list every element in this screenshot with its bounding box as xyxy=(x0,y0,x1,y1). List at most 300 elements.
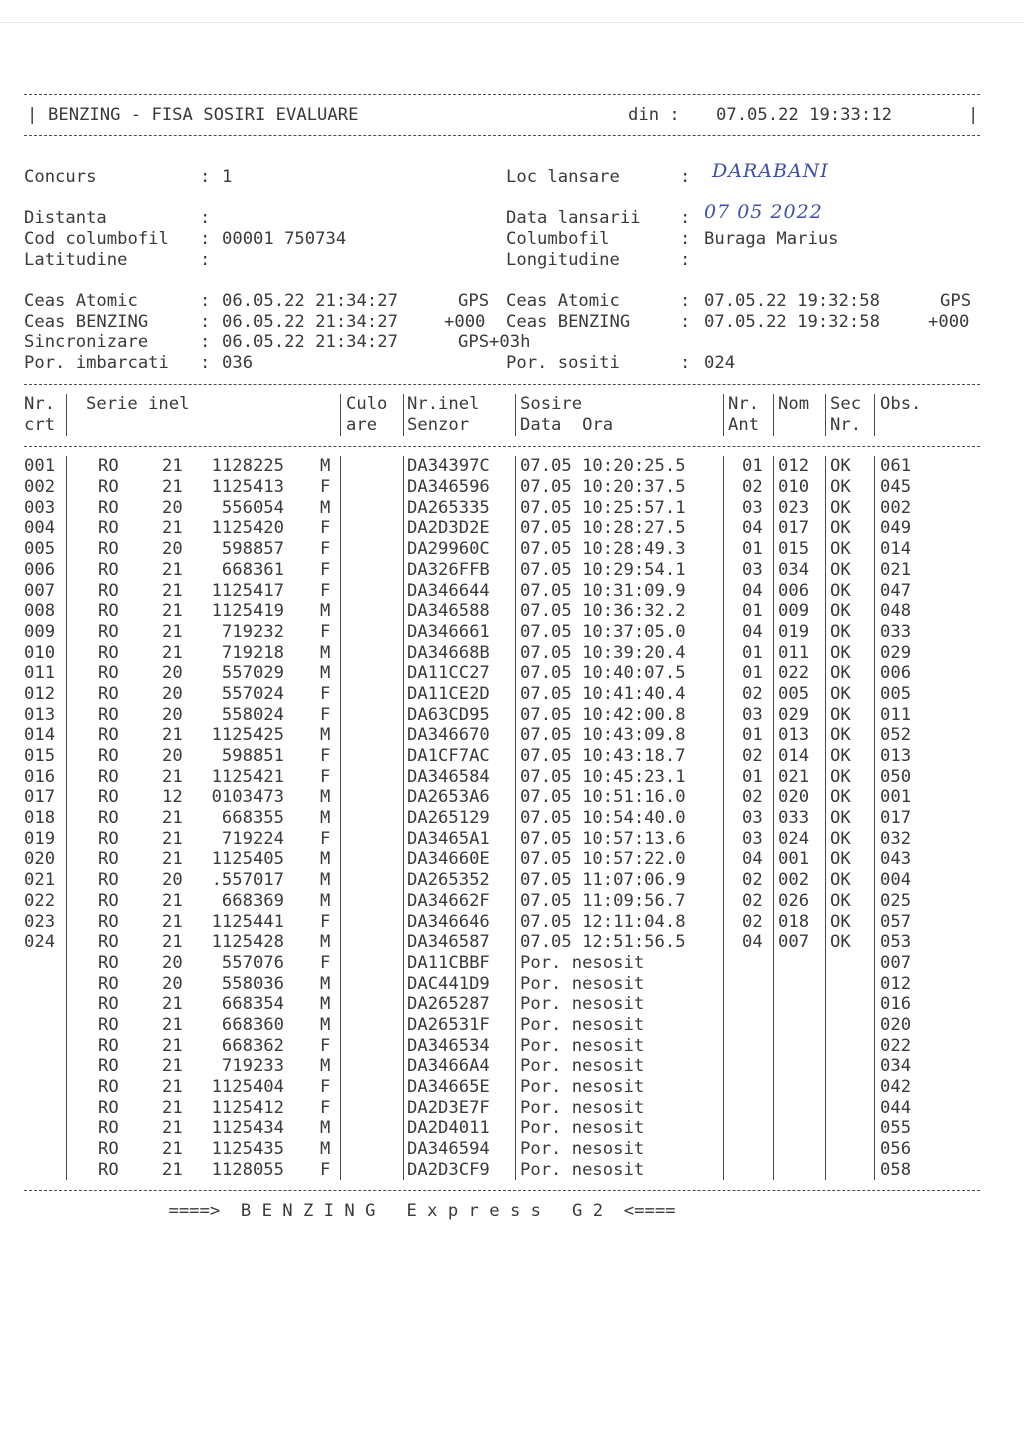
cell-sex: M xyxy=(320,849,331,870)
cell-ant: 01 xyxy=(742,601,763,622)
colon: : xyxy=(200,352,211,373)
cell-sex: M xyxy=(320,1139,331,1160)
table-row xyxy=(24,932,980,953)
table-row xyxy=(24,974,980,995)
cell-sosire: 07.05 10:28:49.3 xyxy=(520,539,686,560)
cell-obs: 047 xyxy=(880,580,912,601)
cell-nom: 021 xyxy=(778,766,810,787)
cell-tara: RO xyxy=(98,911,119,932)
cell-senzor: DA34668B xyxy=(407,642,490,663)
cell-obs: 057 xyxy=(880,911,912,932)
cell-nr: 019 xyxy=(24,828,56,849)
cell-inel: 1128225 xyxy=(211,456,284,477)
cell-nom: 011 xyxy=(778,642,810,663)
cell-obs: 005 xyxy=(880,683,912,704)
cell-ant: 02 xyxy=(742,911,763,932)
table-row xyxy=(24,456,980,477)
cell-inel: 556054 xyxy=(221,497,284,518)
cell-senzor: DA346534 xyxy=(407,1035,490,1056)
ceas-atomic-value: 06.05.22 21:34:27 xyxy=(222,290,398,311)
cell-an: 20 xyxy=(162,539,183,560)
cell-senzor: DA11CC27 xyxy=(407,663,490,684)
cell-senzor: DA3466A4 xyxy=(407,1056,490,1077)
columbofil-value: Buraga Marius xyxy=(704,228,839,249)
report-title: BENZING - FISA SOSIRI EVALUARE xyxy=(48,104,359,125)
cell-sex: F xyxy=(320,911,331,932)
colon: : xyxy=(200,249,211,270)
cell-tara: RO xyxy=(98,973,119,994)
cell-senzor: DA346661 xyxy=(407,621,490,642)
cell-tara: RO xyxy=(98,518,119,539)
table-row xyxy=(24,891,980,912)
cell-an: 21 xyxy=(162,1097,183,1118)
cell-tara: RO xyxy=(98,766,119,787)
cell-obs: 016 xyxy=(880,994,912,1015)
cell-nr: 001 xyxy=(24,456,56,477)
cell-sosire: 07.05 10:57:13.6 xyxy=(520,828,686,849)
cell-an: 21 xyxy=(162,477,183,498)
cell-sex: F xyxy=(320,518,331,539)
ceas-benzing-end-suffix: +000 xyxy=(928,311,970,332)
cell-an: 21 xyxy=(162,725,183,746)
cell-sex: M xyxy=(320,601,331,622)
table-row xyxy=(24,477,980,498)
table-row xyxy=(24,746,980,767)
cell-senzor: DA265352 xyxy=(407,870,490,891)
cell-sex: M xyxy=(320,456,331,477)
cell-sosire: Por. nesosit xyxy=(520,1077,645,1097)
cell-sec: OK xyxy=(830,477,851,498)
cell-obs: 061 xyxy=(880,456,912,477)
cell-nom: 033 xyxy=(778,808,810,829)
colon: : xyxy=(680,352,691,373)
cell-nr: 022 xyxy=(24,890,56,911)
cell-sosire: 07.05 11:07:06.9 xyxy=(520,870,686,891)
cell-nr: 005 xyxy=(24,539,56,560)
cell-sosire: 07.05 10:36:32.2 xyxy=(520,601,686,622)
cell-tara: RO xyxy=(98,580,119,601)
cell-nr: 010 xyxy=(24,642,56,663)
cell-nr: 003 xyxy=(24,497,56,518)
cell-an: 21 xyxy=(162,456,183,477)
cell-tara: RO xyxy=(98,1139,119,1160)
cell-nr: 004 xyxy=(24,518,56,539)
cell-tara: RO xyxy=(98,1159,119,1180)
cell-ant: 02 xyxy=(742,477,763,498)
colon: : xyxy=(200,290,211,311)
cell-obs: 006 xyxy=(880,663,912,684)
cell-inel: 1125404 xyxy=(211,1077,284,1097)
cell-sosire: 07.05 10:51:16.0 xyxy=(520,787,686,808)
cell-senzor: DA265129 xyxy=(407,808,490,829)
cell-sex: F xyxy=(320,580,331,601)
cell-ant: 02 xyxy=(742,787,763,808)
cell-senzor: DA346587 xyxy=(407,932,490,953)
cell-nom: 013 xyxy=(778,725,810,746)
cell-senzor: DA2D4011 xyxy=(407,1118,490,1139)
cell-an: 21 xyxy=(162,1077,183,1097)
table-row xyxy=(24,663,980,684)
border-bar-left: | xyxy=(27,104,38,125)
cell-tara: RO xyxy=(98,559,119,580)
cell-tara: RO xyxy=(98,642,119,663)
concurs-value: 1 xyxy=(222,166,233,187)
cell-sec: OK xyxy=(830,518,851,539)
col-nr-header: Nr. xyxy=(24,394,56,415)
cell-senzor: DA29960C xyxy=(407,539,490,560)
col-sec-sub-header: Nr. xyxy=(830,415,862,435)
din-value: 07.05.22 19:33:12 xyxy=(716,104,892,125)
col-nom-header: Nom xyxy=(778,394,810,415)
cell-tara: RO xyxy=(98,1077,119,1097)
table-row xyxy=(24,849,980,870)
cell-ant: 01 xyxy=(742,539,763,560)
col-culoare-header: Culo xyxy=(346,394,388,415)
cell-sosire: 07.05 10:43:18.7 xyxy=(520,746,686,766)
table-row xyxy=(24,643,980,664)
cell-senzor: DA2653A6 xyxy=(407,787,490,808)
table-row xyxy=(24,1077,980,1098)
cell-obs: 044 xyxy=(880,1097,912,1118)
cell-obs: 045 xyxy=(880,477,912,498)
cell-sex: M xyxy=(320,973,331,994)
colon: : xyxy=(200,228,211,249)
cell-inel: 719218 xyxy=(221,642,284,663)
cell-sosire: 07.05 10:20:25.5 xyxy=(520,456,686,477)
table-row xyxy=(24,870,980,891)
cell-inel: 557024 xyxy=(221,683,284,704)
cell-sex: M xyxy=(320,787,331,808)
cell-tara: RO xyxy=(98,683,119,704)
cell-obs: 001 xyxy=(880,787,912,808)
cell-an: 21 xyxy=(162,1014,183,1035)
concurs-label: Concurs xyxy=(24,166,97,187)
cell-sosire: Por. nesosit xyxy=(520,1014,645,1035)
imbarcati-value: 036 xyxy=(222,352,254,373)
cell-obs: 013 xyxy=(880,746,912,766)
cell-senzor: DA3465A1 xyxy=(407,828,490,849)
cell-obs: 053 xyxy=(880,932,912,953)
din-label: din : xyxy=(628,104,680,125)
cell-tara: RO xyxy=(98,601,119,622)
cell-nr: 013 xyxy=(24,704,56,725)
colon: : xyxy=(680,290,691,311)
ceas-atomic-row xyxy=(24,291,980,312)
cell-an: 21 xyxy=(162,808,183,829)
cell-sex: F xyxy=(320,559,331,580)
cell-nom: 034 xyxy=(778,559,810,580)
ceas-atomic-end-label: Ceas Atomic xyxy=(506,290,620,311)
cell-senzor: DA346646 xyxy=(407,911,490,932)
cell-ant: 03 xyxy=(742,559,763,580)
cell-senzor: DA11CE2D xyxy=(407,683,490,704)
longitudine-label: Longitudine xyxy=(506,249,620,270)
col-sosire-header: Sosire xyxy=(520,394,583,415)
col-sec-header: Sec xyxy=(830,394,862,415)
cell-tara: RO xyxy=(98,787,119,808)
cell-sosire: 07.05 10:28:27.5 xyxy=(520,518,686,539)
cell-sosire: Por. nesosit xyxy=(520,1118,645,1139)
cell-senzor: DA346584 xyxy=(407,766,490,787)
cell-tara: RO xyxy=(98,849,119,870)
cell-sosire: 07.05 10:43:09.8 xyxy=(520,725,686,746)
cell-obs: 007 xyxy=(880,952,912,973)
cell-inel: 1125434 xyxy=(211,1118,284,1139)
cell-obs: 043 xyxy=(880,849,912,870)
table-header-row-2 xyxy=(24,415,980,436)
cod-columbofil-label: Cod columbofil xyxy=(24,228,169,249)
cell-sosire: 07.05 10:45:23.1 xyxy=(520,766,686,787)
cell-obs: 025 xyxy=(880,890,912,911)
cell-ant: 01 xyxy=(742,725,763,746)
ceas-atomic-label: Ceas Atomic xyxy=(24,290,138,311)
distanta-label: Distanta xyxy=(24,208,107,229)
cell-obs: 048 xyxy=(880,601,912,622)
cell-an: 20 xyxy=(162,497,183,518)
loc-lansare-handwritten: DARABANI xyxy=(712,159,829,182)
separator-line xyxy=(24,374,980,395)
cell-nr: 002 xyxy=(24,477,56,498)
cell-sex: M xyxy=(320,497,331,518)
cell-sex: M xyxy=(320,870,331,891)
ceas-atomic-suffix: GPS xyxy=(458,290,490,311)
cell-inel: 0103473 xyxy=(211,787,284,808)
cell-sosire: Por. nesosit xyxy=(520,994,645,1015)
cell-senzor: DA26531F xyxy=(407,1014,490,1035)
table-row xyxy=(24,725,980,746)
cod-row xyxy=(24,229,980,250)
cell-sosire: 07.05 12:51:56.5 xyxy=(520,932,686,953)
cell-sosire: 07.05 11:09:56.7 xyxy=(520,890,686,911)
cell-nr: 023 xyxy=(24,911,56,932)
cell-sex: M xyxy=(320,808,331,829)
cell-sec: OK xyxy=(830,539,851,560)
table-row xyxy=(24,622,980,643)
cell-ant: 04 xyxy=(742,849,763,870)
cell-nom: 029 xyxy=(778,704,810,725)
cell-nr: 018 xyxy=(24,808,56,829)
cell-an: 20 xyxy=(162,870,183,891)
cell-sex: F xyxy=(320,704,331,725)
cell-sec: OK xyxy=(830,456,851,477)
table-row xyxy=(24,1160,980,1181)
cell-inel: 719232 xyxy=(221,621,284,642)
sositi-value: 024 xyxy=(704,352,736,373)
cell-sosire: 07.05 10:29:54.1 xyxy=(520,559,686,580)
cell-ant: 02 xyxy=(742,746,763,766)
cell-an: 21 xyxy=(162,1056,183,1077)
cell-inel: 557076 xyxy=(221,952,284,973)
cell-obs: 020 xyxy=(880,1014,912,1035)
col-crt-header: crt xyxy=(24,415,56,435)
cell-senzor: DA346588 xyxy=(407,601,490,622)
cell-nr: 009 xyxy=(24,621,56,642)
data-lansarii-label: Data lansarii xyxy=(506,208,641,229)
cell-tara: RO xyxy=(98,1056,119,1077)
cell-ant: 01 xyxy=(742,766,763,787)
cell-nom: 010 xyxy=(778,477,810,498)
cell-an: 20 xyxy=(162,746,183,766)
cell-sex: F xyxy=(320,1097,331,1118)
cell-an: 21 xyxy=(162,1159,183,1180)
cell-an: 21 xyxy=(162,621,183,642)
table-row xyxy=(24,1056,980,1077)
arrivals-table xyxy=(24,456,980,1180)
cell-tara: RO xyxy=(98,663,119,684)
cell-nom: 024 xyxy=(778,828,810,849)
cell-senzor: DA34665E xyxy=(407,1077,490,1097)
cell-inel: 1125412 xyxy=(211,1097,284,1118)
colon: : xyxy=(680,166,691,187)
cell-nom: 022 xyxy=(778,663,810,684)
colon: : xyxy=(200,311,211,332)
cell-inel: 1125425 xyxy=(211,725,284,746)
cell-senzor: DA326FFB xyxy=(407,559,490,580)
cell-nom: 005 xyxy=(778,683,810,704)
ceas-benzing-value: 06.05.22 21:34:27 xyxy=(222,311,398,332)
cell-an: 21 xyxy=(162,766,183,787)
cell-sec: OK xyxy=(830,621,851,642)
cell-nom: 002 xyxy=(778,870,810,891)
cell-tara: RO xyxy=(98,725,119,746)
table-row xyxy=(24,705,980,726)
ceas-benzing-row xyxy=(24,312,980,333)
cell-inel: 1125441 xyxy=(211,911,284,932)
table-row xyxy=(24,829,980,850)
table-row xyxy=(24,953,980,974)
cell-nr: 007 xyxy=(24,580,56,601)
cell-nr: 012 xyxy=(24,683,56,704)
cell-obs: 004 xyxy=(880,870,912,891)
cell-inel: 1125417 xyxy=(211,580,284,601)
cell-sec: OK xyxy=(830,580,851,601)
cell-sosire: Por. nesosit xyxy=(520,1056,645,1077)
cell-obs: 022 xyxy=(880,1035,912,1056)
cell-inel: 598851 xyxy=(221,746,284,766)
cell-an: 21 xyxy=(162,601,183,622)
cell-ant: 01 xyxy=(742,663,763,684)
cell-ant: 03 xyxy=(742,704,763,725)
colon: : xyxy=(680,311,691,332)
separator-line xyxy=(24,84,980,105)
table-row xyxy=(24,767,980,788)
latitudine-label: Latitudine xyxy=(24,249,128,270)
cell-inel: 668369 xyxy=(221,890,284,911)
colon: : xyxy=(680,208,691,229)
cell-tara: RO xyxy=(98,870,119,891)
cell-sex: M xyxy=(320,994,331,1015)
cell-tara: RO xyxy=(98,890,119,911)
cell-inel: 1125420 xyxy=(211,518,284,539)
cell-tara: RO xyxy=(98,497,119,518)
table-row xyxy=(24,1098,980,1119)
cell-an: 21 xyxy=(162,580,183,601)
cell-inel: 668354 xyxy=(221,994,284,1015)
cell-senzor: DA2D3CF9 xyxy=(407,1159,490,1180)
cell-sec: OK xyxy=(830,828,851,849)
table-row xyxy=(24,808,980,829)
colon: : xyxy=(200,208,211,229)
cell-ant: 01 xyxy=(742,642,763,663)
cell-tara: RO xyxy=(98,1097,119,1118)
cell-sec: OK xyxy=(830,725,851,746)
cell-sex: M xyxy=(320,932,331,953)
cell-sex: F xyxy=(320,1159,331,1180)
separator-line xyxy=(24,436,980,457)
cell-nr: 024 xyxy=(24,932,56,953)
cell-sec: OK xyxy=(830,559,851,580)
cell-obs: 002 xyxy=(880,497,912,518)
cell-sec: OK xyxy=(830,808,851,829)
cell-tara: RO xyxy=(98,1118,119,1139)
colon: : xyxy=(200,166,221,187)
table-row xyxy=(24,787,980,808)
cell-senzor: DA265287 xyxy=(407,994,490,1015)
cell-sosire: Por. nesosit xyxy=(520,1035,645,1056)
cell-obs: 049 xyxy=(880,518,912,539)
cell-nr: 017 xyxy=(24,787,56,808)
cell-inel: 1125435 xyxy=(211,1139,284,1160)
cell-obs: 014 xyxy=(880,539,912,560)
cell-sex: M xyxy=(320,1118,331,1139)
table-row xyxy=(24,601,980,622)
cell-nr: 008 xyxy=(24,601,56,622)
cell-senzor: DA11CBBF xyxy=(407,952,490,973)
cell-inel: 1125419 xyxy=(211,601,284,622)
cell-an: 21 xyxy=(162,890,183,911)
evaluation-sheet xyxy=(24,84,980,1222)
colon: : xyxy=(680,228,691,249)
sincronizare-value: 06.05.22 21:34:27 xyxy=(222,332,398,353)
cell-inel: 668355 xyxy=(221,808,284,829)
cell-nom: 009 xyxy=(778,601,810,622)
cell-an: 21 xyxy=(162,518,183,539)
cell-tara: RO xyxy=(98,1035,119,1056)
cell-inel: 668361 xyxy=(221,559,284,580)
cell-sex: F xyxy=(320,766,331,787)
cell-sosire: Por. nesosit xyxy=(520,1097,645,1118)
cell-an: 21 xyxy=(162,642,183,663)
page-edge-line xyxy=(0,22,1024,23)
cell-sosire: 07.05 10:37:05.0 xyxy=(520,621,686,642)
col-ant-header: Nr. xyxy=(728,394,760,415)
cell-inel: 1125428 xyxy=(211,932,284,953)
table-row xyxy=(24,1118,980,1139)
cell-nom: 012 xyxy=(778,456,810,477)
cell-nom: 023 xyxy=(778,497,810,518)
cell-nr: 006 xyxy=(24,559,56,580)
cell-senzor: DA2D3E7F xyxy=(407,1097,490,1118)
ceas-atomic-end-suffix: GPS xyxy=(940,290,972,311)
cell-sosire: 07.05 10:57:22.0 xyxy=(520,849,686,870)
cell-sosire: 07.05 12:11:04.8 xyxy=(520,911,686,932)
cell-obs: 029 xyxy=(880,642,912,663)
table-row xyxy=(24,1015,980,1036)
cell-tara: RO xyxy=(98,746,119,766)
cell-sex: M xyxy=(320,663,331,684)
cell-inel: 1125413 xyxy=(211,477,284,498)
cell-nr: 016 xyxy=(24,766,56,787)
table-row xyxy=(24,498,980,519)
table-header-row-1 xyxy=(24,394,980,415)
cell-inel: 1125405 xyxy=(211,849,284,870)
cell-nr: 015 xyxy=(24,746,56,766)
cell-nom: 001 xyxy=(778,849,810,870)
cell-sec: OK xyxy=(830,766,851,787)
porumbei-row xyxy=(24,353,980,374)
cell-nr: 014 xyxy=(24,725,56,746)
cell-sec: OK xyxy=(830,787,851,808)
